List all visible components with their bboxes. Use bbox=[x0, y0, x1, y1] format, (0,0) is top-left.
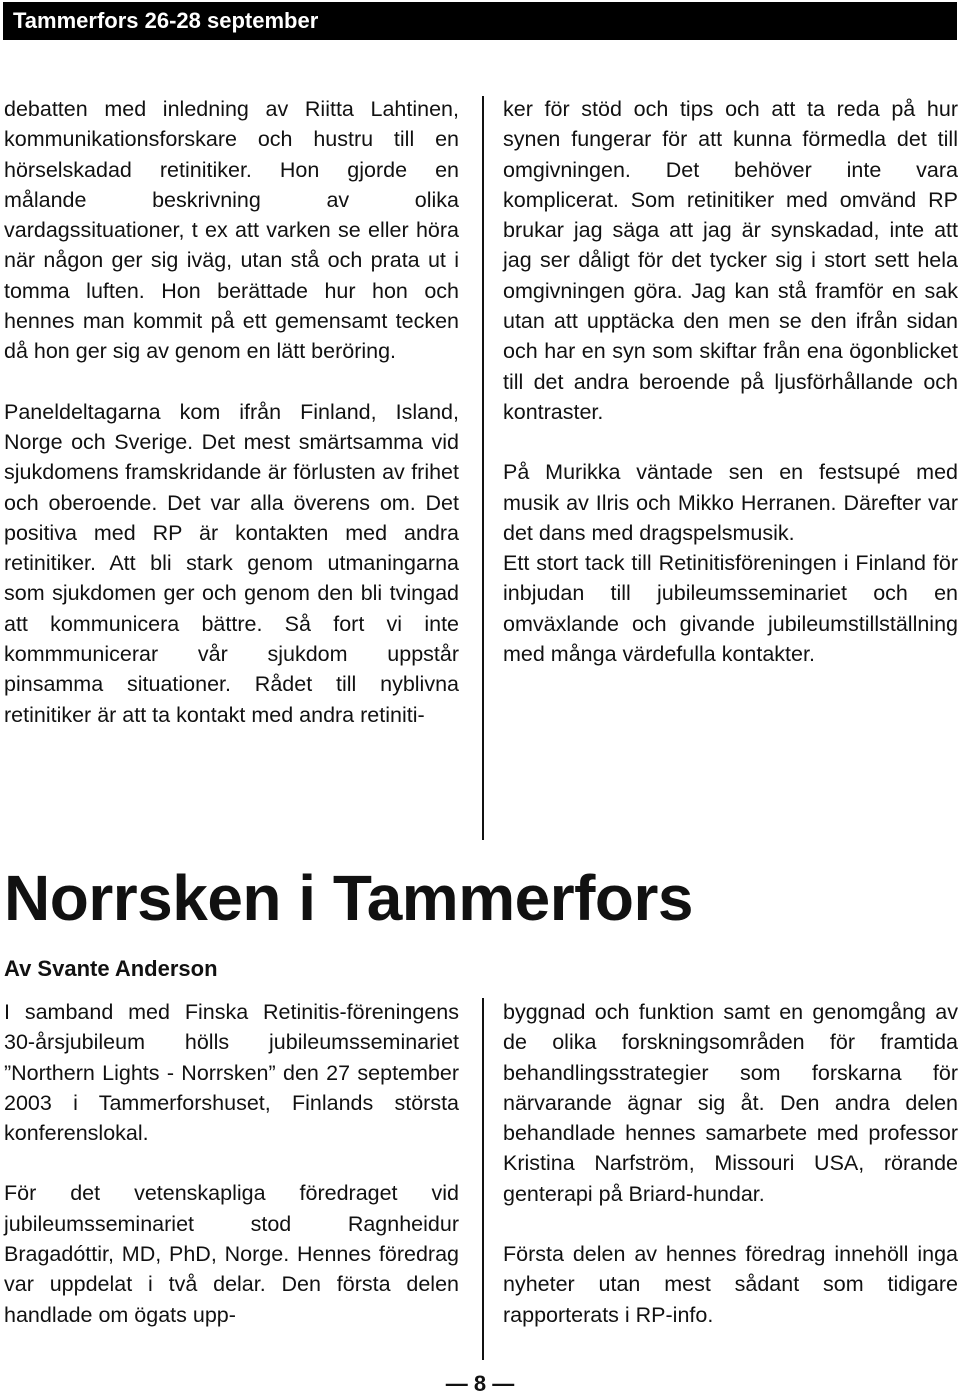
section-header-bar bbox=[3, 2, 957, 40]
body-paragraph: Ett stort tack till Retinitisföreningen i Finland för inbjudan till jubileumsseminariet och en omväxlande och givande jubileumstillställning med många värdefulla kontakter. bbox=[503, 551, 958, 667]
body-paragraph: Första delen av hennes föredrag innehöll inga nyheter utan mest sådant som tidigare rapporterats i RP-info. bbox=[503, 1242, 958, 1327]
column-divider bbox=[482, 96, 484, 840]
body-paragraph: Paneldeltagarna kom ifrån Finland, Island, Norge och Sverige. Det mest smärtsamma vid sjukdomens framskridande är förlusten av frihet och oberoende. Det var alla överens om. Det positiva med RP är kontakten med andra retinitiker. Att bli stark genom utmaningarna som sjukdomen ger och genom den bli tvingad att kommunicera bättre. Så fort vi inte kommmunicerar vår sjukdom uppstår pinsamma situationer. Rådet till nyblivna retinitiker är att ta kontakt med andra retiniti- bbox=[4, 399, 459, 727]
column-divider bbox=[482, 998, 484, 1360]
body-paragraph: debatten med inledning av Riitta Lahtinen, kommunikationsforskare och hustru till en hörselskadad retinitiker. Hon gjorde en målande beskrivning av olika vardagssituationer, t ex att varken se eller höra när någon ger sig iväg, utan stå och prata ut i tomma luften. Hon berättade hur hon och hennes man kommit på ett gemensamt tecken då hon ger sig av genom en lätt beröring. bbox=[4, 97, 459, 364]
body-paragraph: byggnad och funktion samt en genomgång av de olika forskningsområden för framtida behandlingsstrategier som forskarna för närvarande ägnar sig åt. Den andra delen behandlade hennes samarbete med professor Kristina Narfström, Missouri USA, rörande genterapi på Briard-hundar. bbox=[503, 1000, 958, 1206]
body-paragraph: För det vetenskapliga föredraget vid jubileumsseminariet stod Ragnheidur Bragadóttir, MD, PhD, Norge. Hennes föredrag var uppdelat i två delar. Den första delen handlade om ögats upp- bbox=[4, 1181, 459, 1327]
body-paragraph: På Murikka väntade sen en festsupé med musik av Ilris och Mikko Herranen. Därefter var det dans med dragspelsmusik. bbox=[503, 460, 958, 545]
top-article-left-column bbox=[4, 94, 459, 730]
article-byline: Av Svante Anderson bbox=[4, 956, 218, 981]
top-article-right-column bbox=[503, 94, 958, 669]
section-header-title: Tammerfors 26-28 september bbox=[13, 8, 319, 33]
body-paragraph: ker för stöd och tips och att ta reda på hur synen fungerar för att kunna förmedla det till omgivningen. Det behöver inte vara komplicerat. Som retinitiker med omvänd RP brukar jag säga att jag är synskadad, inte att jag ser dåligt för det tycker sig i stort sett hela omgivningen göra. Jag kan stå framför en sak utan att upptäcka den men se den ifrån sidan och har en syn som skiftar från ena ögonblicket till det andra beroende på ljusförhållande och kontraster. bbox=[503, 97, 958, 424]
article-left-column bbox=[4, 997, 459, 1330]
body-paragraph: I samband med Finska Retinitis-föreningens 30-årsjubileum hölls jubileumsseminariet ”Northern Lights - Norrsken” den 27 september 2003 i Tammerforshuset, Finlands största konferenslokal. bbox=[4, 1000, 459, 1146]
article-right-column bbox=[503, 997, 958, 1330]
page-number: — 8 — bbox=[445, 1371, 515, 1396]
article-headline: Norrsken i Tammerfors bbox=[4, 862, 693, 934]
